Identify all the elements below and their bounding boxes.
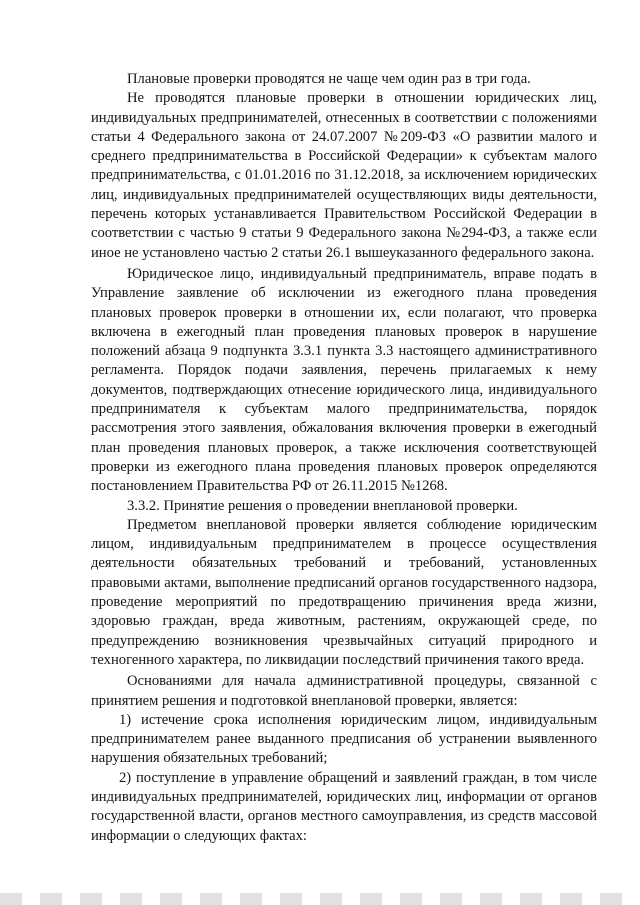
scan-bottom-edge <box>0 893 640 905</box>
paragraph-unscheduled-inspection-subject: Предметом внеплановой проверки является соблюдение юридическим лицом, индивидуальным предпринимателем в процессе осуществления деятельности обязательных требований и требований, установленных правовыми актами, выполнение предписаний органов государственного надзора, проведение мероприятий по предотвращению причинения вреда жизни, здоровью граждан, вреда животным, растениям, окружающей среде, по предупреждению возникновения чрезвычайных ситуаций природного и техногенного характера, по ликвидации последствий причинения такого вреда. <box>91 516 597 668</box>
list-item-1: 1) истечение срока исполнения юридическим лицом, индивидуальным предпринимателем ранее выданного предписания об устранении выявленного нарушения обязательных требований; <box>91 711 597 767</box>
paragraph-grounds-intro: Основаниями для начала административной процедуры, связанной с принятием решения и подготовкой внеплановой проверки, является: <box>91 673 597 709</box>
section-heading-3-3-2: 3.3.2. Принятие решения о проведении внеплановой проверки. <box>127 497 518 514</box>
list-item-2: 2) поступление в управление обращений и заявлений граждан, в том числе индивидуальных предпринимателей, юридических лиц, информации от органов государственной власти, органов местного самоуправления, из средств массовой информации о следующих фактах: <box>91 769 597 844</box>
paragraph-small-business-exemption: Не проводятся плановые проверки в отношении юридических лиц, индивидуальных предпринимателей, отнесенных в соответствии с положениями статьи 4 Федерального закона от 24.07.2007 №209-ФЗ «О развитии малого и среднего предпринимательства в Российской Федерации» к субъектам малого предпринимательства, с 01.01.2016 по 31.12.2018, за исключением юридических лиц, индивидуальных предпринимателей осуществляющих виды деятельности, перечень которых устанавливается Правительством Российской Федерации в соответствии с частью 9 статьи 9 Федерального закона №294-ФЗ, а также если иное не установлено частью 2 статьи 26.1 вышеуказанного федерального закона. <box>91 90 597 261</box>
paragraph-scheduled-inspections-frequency: Плановые проверки проводятся не чаще чем один раз в три года. <box>127 71 531 87</box>
paragraph-exclusion-request: Юридическое лицо, индивидуальный предприниматель, вправе подать в Управление заявление об исключении из ежегодного плана проведения плановых проверок проверки в отношении их, если полагают, что проверка включена в ежегодный план проведения плановых проверок в нарушение положений абзаца 9 подпункта 3.3.1 пункта 3.3 настоящего административного регламента. Порядок подачи заявления, перечень прилагаемых к нему документов, подтверждающих отнесение юридического лица, индивидуального предпринимателя к субъектам малого предпринимательства, порядок рассмотрения этого заявления, обжалования включения проверки в ежегодный план проведения плановых проверок, а также исключения соответствующей проверки из ежегодного плана проведения плановых проверок определяются постановлением Правительства РФ от 26.11.2015 №1268. <box>91 265 597 495</box>
